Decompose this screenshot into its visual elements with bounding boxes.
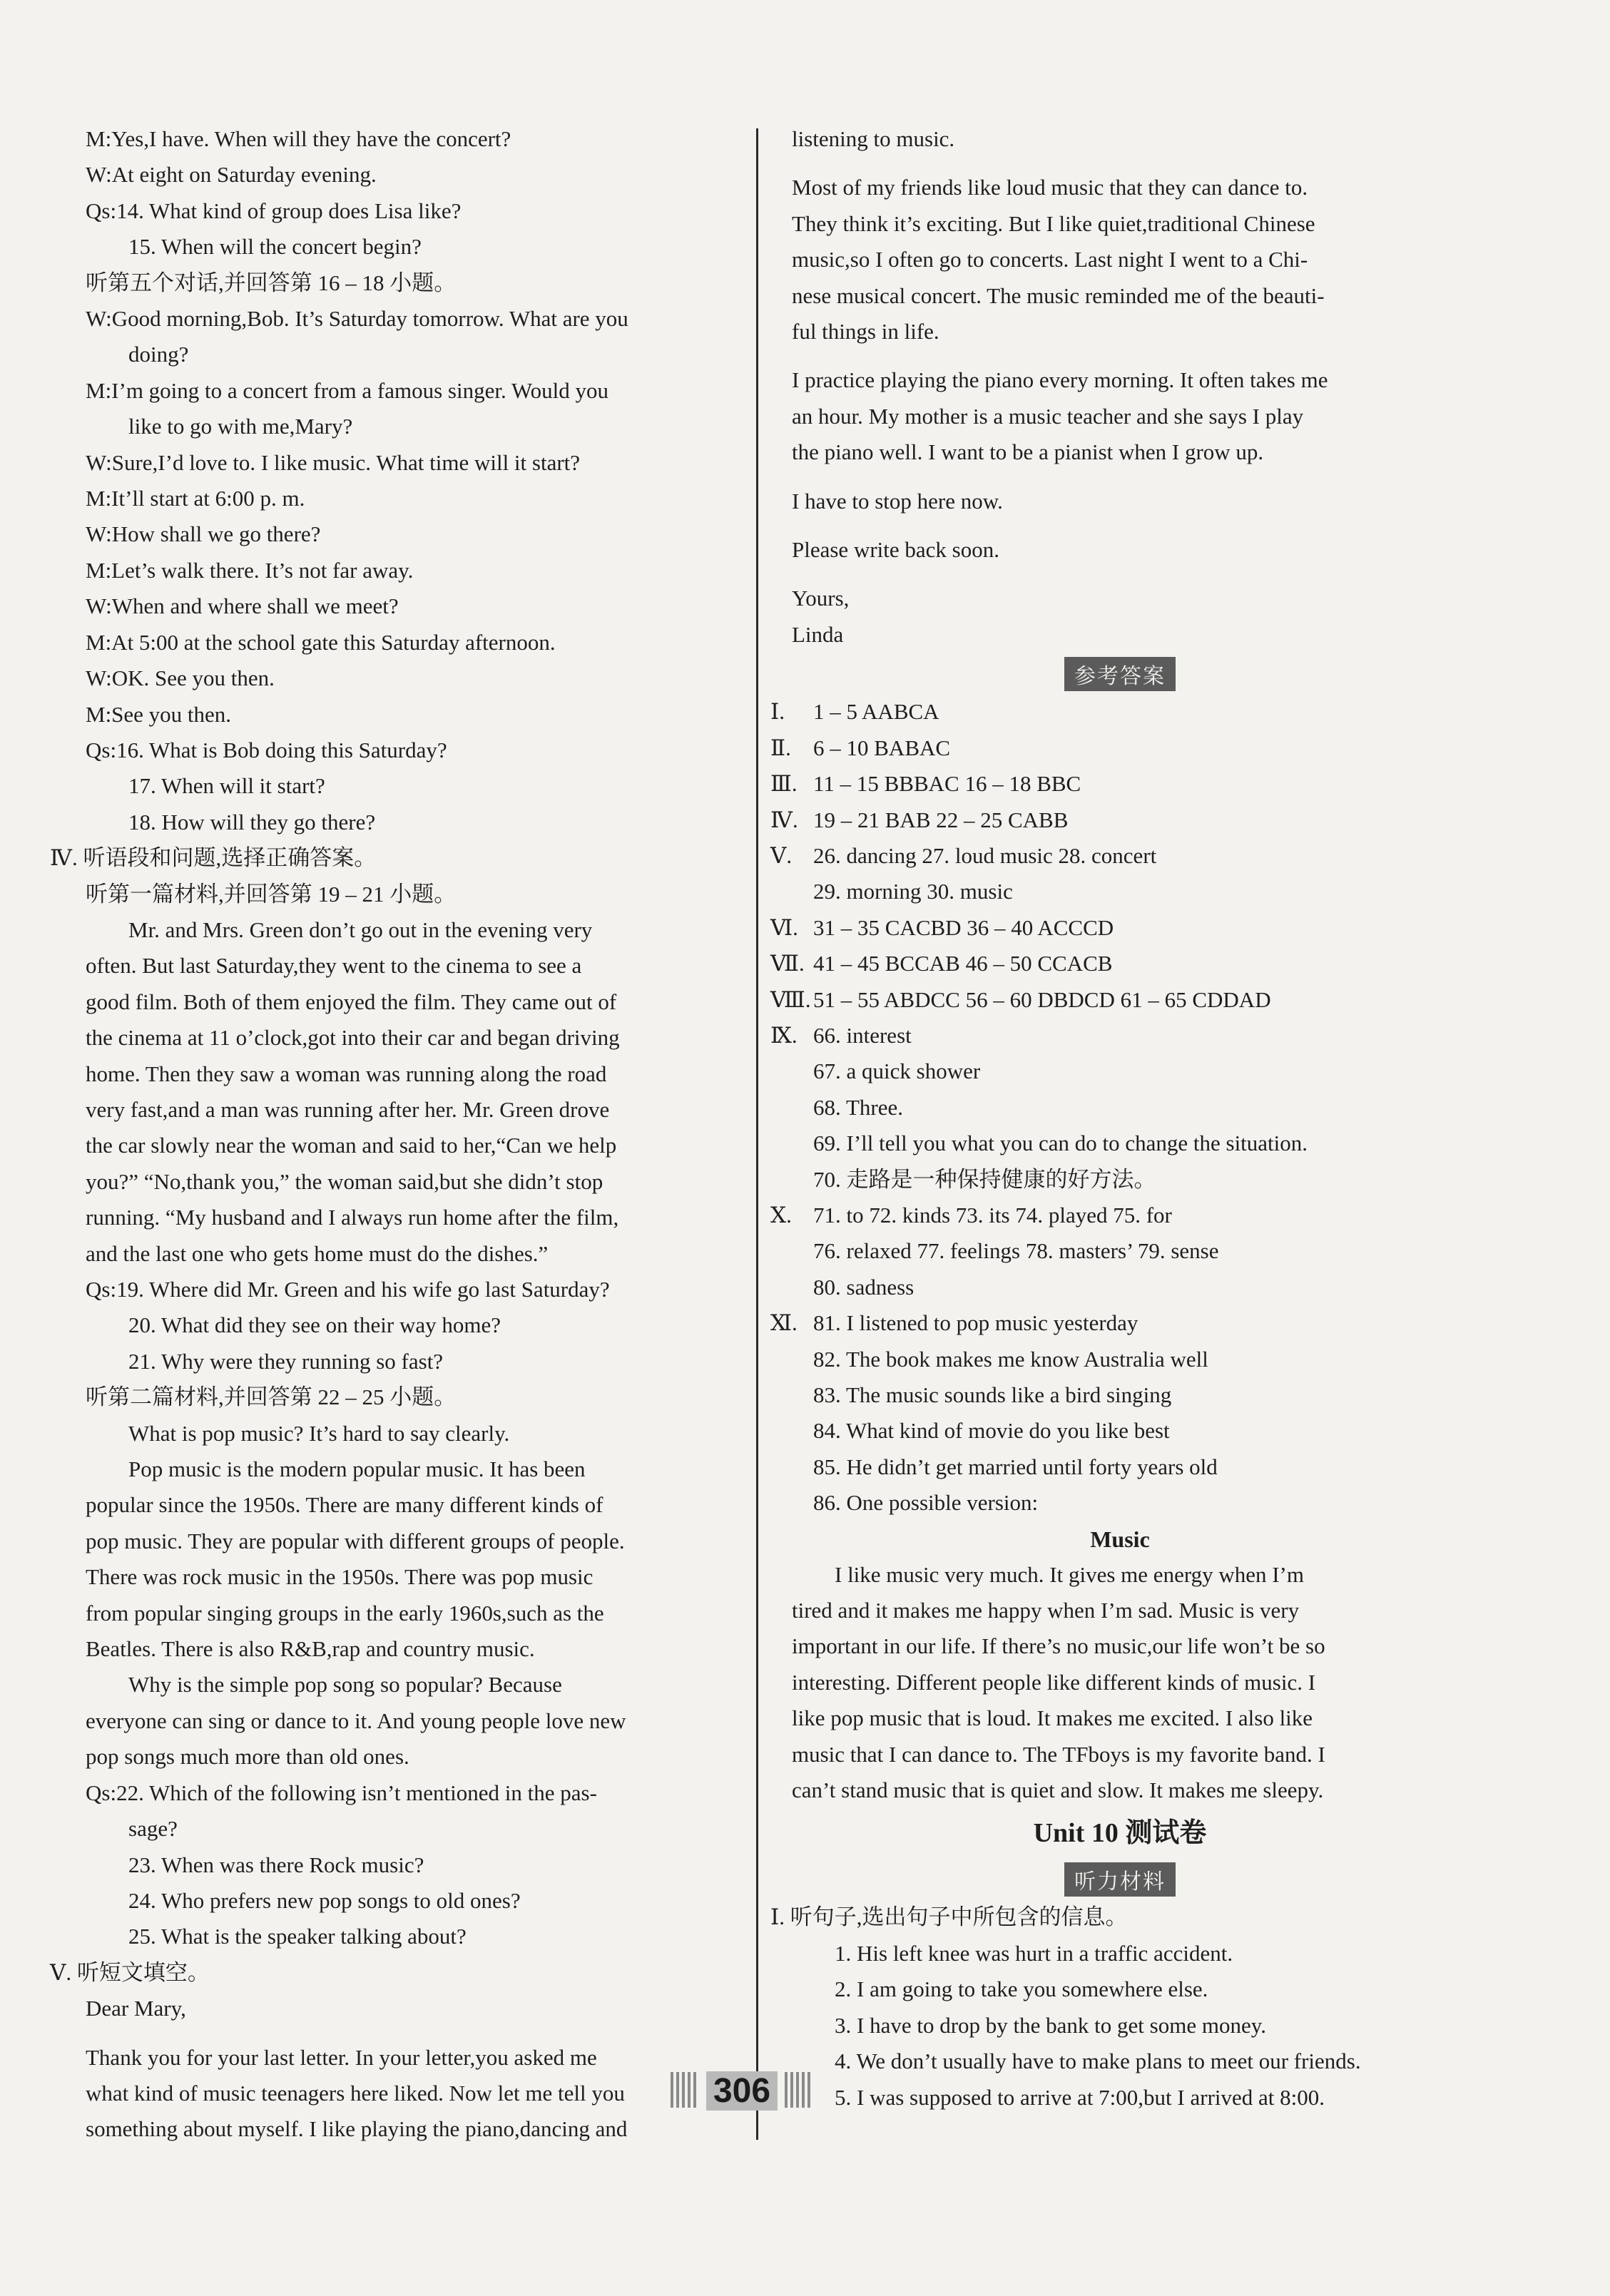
question-line: 18. How will they go there? (128, 809, 376, 835)
passage-line: Mr. and Mrs. Green don’t go out in the evening very (128, 917, 593, 942)
passage-line: good film. Both of them enjoyed the film. They came out of (86, 989, 617, 1014)
answer-line: Ⅺ. 81. I listened to pop music yesterday (770, 1310, 1138, 1336)
letter-line: ful things in life. (792, 319, 939, 345)
sentence-line: 2. I am going to take you somewhere else. (835, 1976, 1208, 2002)
question-line: Qs:14. What kind of group does Lisa like? (86, 198, 462, 223)
letter-line: Thank you for your last letter. In your letter,you asked me (86, 2044, 597, 2070)
dialogue-line: M:I’m going to a concert from a famous singer. Would you (86, 377, 609, 403)
dialogue-line: M:At 5:00 at the school gate this Saturday afternoon. (86, 629, 556, 655)
passage-line: running. “My husband and I always run home after the film, (86, 1205, 619, 1230)
passage-line: everyone can sing or dance to it. And young people love new (86, 1708, 626, 1733)
essay-line: important in our life. If there’s no music,our life won’t be so (792, 1633, 1325, 1659)
letter-line: I have to stop here now. (792, 488, 1003, 514)
page-number-decoration (671, 2072, 699, 2108)
dialogue-line: M:Let’s walk there. It’s not far away. (86, 557, 414, 583)
section-heading: Ⅳ. 听语段和问题,选择正确答案。 (50, 845, 377, 871)
question-line: Qs:22. Which of the following isn’t mentioned in the pas- (86, 1780, 597, 1805)
essay-line: tired and it makes me happy when I’m sad. Music is very (792, 1598, 1300, 1623)
question-line: Qs:19. Where did Mr. Green and his wife go last Saturday? (86, 1277, 610, 1302)
right-column (770, 121, 1448, 2116)
passage-line: from popular singing groups in the early 1960s,such as the (86, 1600, 604, 1626)
answer-line: 67. a quick shower (813, 1058, 981, 1084)
page-number-decoration (785, 2072, 813, 2108)
letter-line: something about myself. I like playing the piano,dancing and (86, 2116, 628, 2142)
passage-line: often. But last Saturday,they went to the cinema to see a (86, 953, 582, 979)
page-number (671, 2065, 813, 2116)
essay-line: I like music very much. It gives me energy when I’m (835, 1561, 1304, 1587)
dialogue-line: W:How shall we go there? (86, 521, 321, 547)
letter-line: They think it’s exciting. But I like quiet,traditional Chinese (792, 210, 1315, 236)
answer-line: Ⅰ. 1 – 5 AABCA (770, 699, 939, 725)
letter-line: I practice playing the piano every morning. It often takes me (792, 367, 1328, 393)
essay-line: like pop music that is loud. It makes me excited. I also like (792, 1705, 1313, 1731)
letter-line: the piano well. I want to be a pianist when I grow up. (792, 439, 1264, 465)
dialogue-line: W:OK. See you then. (86, 665, 275, 691)
answer-line: 80. sadness (813, 1274, 914, 1300)
dialogue-line: M:Yes,I have. When will they have the concert? (86, 126, 511, 151)
essay-title: Music (1090, 1526, 1150, 1552)
essay-line: interesting. Different people like different kinds of music. I (792, 1669, 1316, 1695)
unit-title: Unit 10 测试卷 (1033, 1818, 1207, 1849)
question-line: 17. When will it start? (128, 773, 325, 799)
answer-line: 86. One possible version: (813, 1490, 1039, 1516)
letter-line: nese musical concert. The music reminded me of the beauti- (792, 282, 1325, 308)
answer-line: Ⅶ. 41 – 45 BCCAB 46 – 50 CCACB (770, 951, 1113, 976)
answer-line: 69. I’ll tell you what you can do to change the situation. (813, 1131, 1308, 1156)
dialogue-line: W:At eight on Saturday evening. (86, 162, 377, 188)
passage-line: There was rock music in the 1950s. There was pop music (86, 1564, 593, 1590)
answer-line: Ⅵ. 31 – 35 CACBD 36 – 40 ACCCD (770, 914, 1114, 940)
question-line: 23. When was there Rock music? (128, 1852, 424, 1877)
passage-line: pop music. They are popular with different groups of people. (86, 1528, 625, 1553)
question-line: sage? (128, 1816, 178, 1842)
essay-line: can’t stand music that is quiet and slow. It makes me sleepy. (792, 1777, 1324, 1803)
answer-line: Ⅲ. 11 – 15 BBBAC 16 – 18 BBC (770, 771, 1081, 797)
answer-line: Ⅸ. 66. interest (770, 1022, 912, 1048)
letter-line: listening to music. (792, 126, 955, 151)
answer-line: 85. He didn’t get married until forty years old (813, 1454, 1218, 1479)
dialogue-line: like to go with me,Mary? (128, 414, 353, 439)
question-line: 25. What is the speaker talking about? (128, 1924, 467, 1949)
passage-line: the cinema at 11 o’clock,got into their car and began driving (86, 1025, 620, 1051)
dialogue-line: W:When and where shall we meet? (86, 593, 399, 619)
passage-line: Pop music is the modern popular music. It has been (128, 1456, 586, 1482)
answer-line: 76. relaxed 77. feelings 78. masters’ 79. sense (813, 1238, 1219, 1264)
question-line: 15. When will the concert begin? (128, 234, 422, 260)
dialogue-line: doing? (128, 342, 189, 367)
sentence-line: 1. His left knee was hurt in a traffic accident. (835, 1940, 1233, 1966)
dialogue-line: W:Sure,I’d love to. I like music. What time will it start? (86, 449, 581, 475)
answer-line: 68. Three. (813, 1094, 903, 1120)
answer-line: 29. morning 30. music (813, 879, 1013, 904)
passage-line: very fast,and a man was running after her. Mr. Green drove (86, 1096, 610, 1122)
answer-line: 70. 走路是一种保持健康的好方法。 (813, 1166, 1156, 1192)
left-column (50, 121, 742, 2148)
dialogue-line: M:See you then. (86, 701, 232, 727)
letter-closing: Yours, (792, 586, 850, 611)
answer-line: Ⅳ. 19 – 21 BAB 22 – 25 CABB (770, 807, 1069, 832)
passage-line: you?” “No,thank you,” the woman said,but she didn’t stop (86, 1168, 603, 1194)
letter-line: Most of my friends like loud music that they can dance to. (792, 175, 1308, 200)
letter-line: Please write back soon. (792, 537, 999, 563)
question-line: Qs:16. What is Bob doing this Saturday? (86, 737, 447, 762)
listening-material-banner: 听力材料 (792, 1862, 1448, 1897)
answer-line: 84. What kind of movie do you like best (813, 1418, 1170, 1444)
section-heading: Ⅴ. 听短文填空。 (50, 1959, 210, 1985)
passage-line: Why is the simple pop song so popular? Because (128, 1672, 562, 1698)
letter-line: an hour. My mother is a music teacher and she says I play (792, 403, 1304, 429)
answer-line: Ⅱ. 6 – 10 BABAC (770, 735, 951, 760)
answer-line: Ⅴ. 26. dancing 27. loud music 28. concert (770, 842, 1157, 868)
dialogue-line: M:It’ll start at 6:00 p. m. (86, 486, 305, 511)
section-instruction: 听第一篇材料,并回答第 19 – 21 小题。 (86, 881, 457, 907)
answer-line: Ⅹ. 71. to 72. kinds 73. its 74. played 75. for (770, 1202, 1172, 1228)
passage-line: pop songs much more than old ones. (86, 1744, 409, 1770)
sentence-line: 5. I was supposed to arrive at 7:00,but I arrived at 8:00. (835, 2084, 1325, 2110)
question-line: 20. What did they see on their way home? (128, 1312, 501, 1338)
essay-line: music that I can dance to. The TFboys is my favorite band. I (792, 1741, 1325, 1767)
answer-line: Ⅷ. 51 – 55 ABDCC 56 – 60 DBDCD 61 – 65 CDDAD (770, 986, 1271, 1012)
letter-signature: Linda (792, 621, 844, 647)
answer-line: 83. The music sounds like a bird singing (813, 1382, 1172, 1407)
letter-line: what kind of music teenagers here liked. Now let me tell you (86, 2080, 625, 2106)
question-line: 21. Why were they running so fast? (128, 1348, 444, 1374)
question-line: 24. Who prefers new pop songs to old ones? (128, 1887, 521, 1913)
sentence-line: 4. We don’t usually have to make plans to meet our friends. (835, 2048, 1361, 2074)
section-heading: Ⅰ. 听句子,选出句子中所包含的信息。 (770, 1904, 1128, 1930)
column-divider (756, 128, 758, 2140)
answer-key-banner: 参考答案 (792, 657, 1448, 691)
sentence-line: 3. I have to drop by the bank to get some money. (835, 2012, 1266, 2038)
section-instruction: 听第二篇材料,并回答第 22 – 25 小题。 (86, 1384, 457, 1410)
answer-line: 82. The book makes me know Australia well (813, 1346, 1208, 1372)
page-number-text: 306 (706, 2071, 778, 2111)
dialogue-line: W:Good morning,Bob. It’s Saturday tomorrow. What are you (86, 306, 628, 332)
section-instruction: 听第五个对话,并回答第 16 – 18 小题。 (86, 270, 457, 295)
passage-line: home. Then they saw a woman was running along the road (86, 1061, 607, 1086)
letter-salutation: Dear Mary, (86, 1996, 186, 2021)
passage-line: popular since the 1950s. There are many different kinds of (86, 1492, 603, 1518)
passage-line: the car slowly near the woman and said to her,“Can we help (86, 1133, 617, 1158)
letter-line: music,so I often go to concerts. Last night I went to a Chi- (792, 247, 1308, 272)
passage-line: Beatles. There is also R&B,rap and country music. (86, 1636, 535, 1662)
passage-line: and the last one who gets home must do the dishes.” (86, 1240, 549, 1266)
passage-line: What is pop music? It’s hard to say clearly. (128, 1420, 510, 1446)
